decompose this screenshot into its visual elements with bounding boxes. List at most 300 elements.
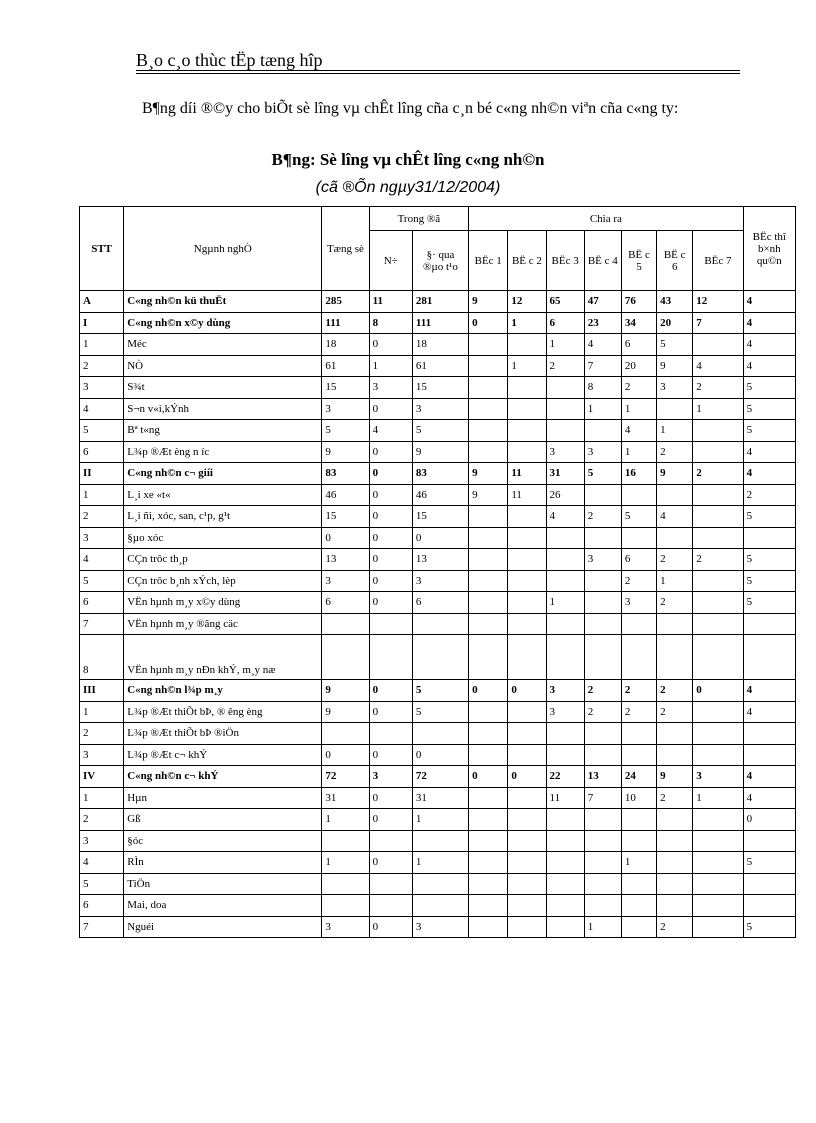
value-cell — [546, 852, 584, 874]
value-cell: 2 — [584, 701, 621, 723]
value-cell: 2 — [693, 549, 743, 571]
value-cell — [469, 398, 508, 420]
value-cell — [546, 398, 584, 420]
table-row — [80, 377, 796, 399]
value-cell — [546, 873, 584, 895]
value-cell — [657, 484, 693, 506]
value-cell — [469, 613, 508, 635]
value-cell — [693, 592, 743, 614]
value-cell: 22 — [546, 766, 584, 788]
value-cell: 12 — [508, 291, 546, 313]
value-cell: 1 — [546, 592, 584, 614]
value-cell — [412, 635, 468, 680]
value-cell — [508, 635, 546, 680]
value-cell — [584, 723, 621, 745]
value-cell: 3 — [584, 549, 621, 571]
value-cell: 2 — [743, 484, 795, 506]
table-row — [80, 635, 796, 680]
value-cell: 1 — [322, 809, 369, 831]
value-cell — [469, 916, 508, 938]
value-cell: 20 — [621, 355, 656, 377]
value-cell: 5 — [412, 701, 468, 723]
header-trong-do: Trong ®ã — [369, 207, 469, 231]
value-cell: 3 — [693, 766, 743, 788]
value-cell: 1 — [693, 398, 743, 420]
value-cell — [508, 570, 546, 592]
value-cell — [621, 613, 656, 635]
header-bac-2: BË c 2 — [508, 231, 546, 291]
value-cell — [584, 895, 621, 917]
value-cell — [743, 613, 795, 635]
value-cell — [621, 484, 656, 506]
value-cell — [546, 420, 584, 442]
row-index-cell: 6 — [80, 895, 124, 917]
occupation-cell: L¾p ®Æt èng n íc — [124, 441, 322, 463]
value-cell — [693, 895, 743, 917]
header-underline — [136, 70, 740, 71]
value-cell: 1 — [657, 570, 693, 592]
value-cell: 1 — [621, 441, 656, 463]
value-cell: 5 — [412, 680, 468, 702]
value-cell: 3 — [546, 441, 584, 463]
header-bac-1: BËc 1 — [469, 231, 508, 291]
value-cell — [657, 398, 693, 420]
value-cell — [546, 635, 584, 680]
value-cell: 2 — [657, 916, 693, 938]
value-cell: 0 — [369, 680, 412, 702]
value-cell — [693, 334, 743, 356]
value-cell: 76 — [621, 291, 656, 313]
value-cell — [546, 613, 584, 635]
value-cell — [322, 873, 369, 895]
value-cell: 61 — [322, 355, 369, 377]
value-cell: 13 — [322, 549, 369, 571]
table-row — [80, 809, 796, 831]
header-bac-7: BËc 7 — [693, 231, 743, 291]
value-cell: 34 — [621, 312, 656, 334]
value-cell — [546, 527, 584, 549]
table-row — [80, 787, 796, 809]
value-cell: 4 — [369, 420, 412, 442]
value-cell — [508, 398, 546, 420]
value-cell: 5 — [743, 377, 795, 399]
value-cell — [693, 873, 743, 895]
value-cell: 15 — [322, 506, 369, 528]
value-cell: 31 — [546, 463, 584, 485]
value-cell — [743, 873, 795, 895]
value-cell: 12 — [693, 291, 743, 313]
value-cell: 0 — [508, 766, 546, 788]
table-row — [80, 830, 796, 852]
value-cell: 3 — [546, 701, 584, 723]
value-cell: 0 — [412, 744, 468, 766]
value-cell: 13 — [412, 549, 468, 571]
value-cell: 111 — [322, 312, 369, 334]
value-cell: 1 — [412, 809, 468, 831]
value-cell: 5 — [322, 420, 369, 442]
header-chia-ra: Chia ra — [469, 207, 743, 231]
value-cell: 2 — [621, 701, 656, 723]
value-cell: 47 — [584, 291, 621, 313]
occupation-cell: Méc — [124, 334, 322, 356]
value-cell: 5 — [743, 549, 795, 571]
value-cell: 2 — [693, 377, 743, 399]
value-cell: 2 — [657, 549, 693, 571]
table-row — [80, 312, 796, 334]
value-cell: 2 — [546, 355, 584, 377]
value-cell: 9 — [469, 463, 508, 485]
value-cell — [469, 830, 508, 852]
value-cell — [693, 484, 743, 506]
value-cell: 2 — [621, 680, 656, 702]
value-cell: 6 — [621, 549, 656, 571]
value-cell: 4 — [743, 355, 795, 377]
value-cell — [508, 592, 546, 614]
value-cell: 4 — [743, 701, 795, 723]
value-cell: 3 — [584, 441, 621, 463]
value-cell: 3 — [621, 592, 656, 614]
value-cell: 0 — [693, 680, 743, 702]
value-cell: 6 — [412, 592, 468, 614]
occupation-cell: C«ng nh©n c¬ giíi — [124, 463, 322, 485]
value-cell — [584, 744, 621, 766]
value-cell: 11 — [369, 291, 412, 313]
value-cell: 5 — [743, 592, 795, 614]
value-cell — [621, 830, 656, 852]
value-cell: 9 — [412, 441, 468, 463]
value-cell: 31 — [412, 787, 468, 809]
table-row — [80, 852, 796, 874]
value-cell — [508, 830, 546, 852]
value-cell: 43 — [657, 291, 693, 313]
value-cell — [693, 635, 743, 680]
value-cell — [469, 592, 508, 614]
row-index-cell: 2 — [80, 809, 124, 831]
value-cell — [657, 527, 693, 549]
value-cell: 1 — [412, 852, 468, 874]
row-index-cell: 8 — [80, 635, 124, 680]
value-cell: 0 — [369, 549, 412, 571]
row-index-cell: II — [80, 463, 124, 485]
value-cell — [369, 873, 412, 895]
value-cell: 0 — [743, 809, 795, 831]
table-row — [80, 916, 796, 938]
table-row — [80, 570, 796, 592]
value-cell — [546, 723, 584, 745]
value-cell: 7 — [693, 312, 743, 334]
table-row — [80, 484, 796, 506]
occupation-cell: NÒ — [124, 355, 322, 377]
value-cell: 10 — [621, 787, 656, 809]
value-cell: 0 — [322, 527, 369, 549]
workforce-table — [79, 206, 796, 938]
value-cell: 9 — [469, 291, 508, 313]
value-cell — [621, 895, 656, 917]
value-cell — [621, 809, 656, 831]
value-cell — [508, 787, 546, 809]
value-cell — [508, 744, 546, 766]
value-cell — [743, 830, 795, 852]
value-cell: 0 — [369, 809, 412, 831]
value-cell — [508, 334, 546, 356]
value-cell — [584, 420, 621, 442]
value-cell — [508, 916, 546, 938]
value-cell — [469, 723, 508, 745]
value-cell: 5 — [743, 506, 795, 528]
value-cell: 1 — [657, 420, 693, 442]
value-cell: 4 — [743, 787, 795, 809]
table-title: B¶ng: Sè lîng vµ chÊt lîng c«ng nh©n — [271, 150, 545, 169]
table-row — [80, 463, 796, 485]
table-row — [80, 291, 796, 313]
value-cell: 11 — [546, 787, 584, 809]
value-cell — [693, 527, 743, 549]
value-cell: 1 — [322, 852, 369, 874]
value-cell — [469, 895, 508, 917]
value-cell — [322, 895, 369, 917]
value-cell: 3 — [412, 570, 468, 592]
value-cell: 0 — [369, 592, 412, 614]
value-cell — [584, 570, 621, 592]
value-cell — [584, 830, 621, 852]
table-row — [80, 613, 796, 635]
value-cell — [369, 895, 412, 917]
row-index-cell: 3 — [80, 830, 124, 852]
value-cell — [693, 613, 743, 635]
row-index-cell: 2 — [80, 506, 124, 528]
value-cell: 18 — [322, 334, 369, 356]
row-index-cell: 3 — [80, 744, 124, 766]
value-cell — [743, 635, 795, 680]
value-cell — [369, 830, 412, 852]
value-cell — [546, 377, 584, 399]
value-cell — [469, 420, 508, 442]
value-cell: 8 — [369, 312, 412, 334]
value-cell: 15 — [412, 506, 468, 528]
value-cell: 1 — [693, 787, 743, 809]
value-cell: 20 — [657, 312, 693, 334]
value-cell — [508, 441, 546, 463]
value-cell — [621, 744, 656, 766]
value-cell — [693, 420, 743, 442]
value-cell — [657, 873, 693, 895]
value-cell: 3 — [369, 377, 412, 399]
value-cell: 2 — [621, 377, 656, 399]
report-header: B¸o c¸o thùc tËp tæng hîp — [136, 50, 323, 70]
header-tong-so: Tæng sè — [322, 207, 369, 291]
value-cell: 65 — [546, 291, 584, 313]
value-cell — [657, 830, 693, 852]
value-cell — [322, 830, 369, 852]
value-cell — [657, 744, 693, 766]
value-cell — [508, 723, 546, 745]
row-index-cell: 7 — [80, 613, 124, 635]
occupation-cell: §óc — [124, 830, 322, 852]
table-row — [80, 895, 796, 917]
value-cell: 4 — [743, 334, 795, 356]
value-cell: 83 — [412, 463, 468, 485]
value-cell — [412, 613, 468, 635]
value-cell — [469, 744, 508, 766]
value-cell: 9 — [657, 766, 693, 788]
occupation-cell: VËn hµnh m¸y x©y dùng — [124, 592, 322, 614]
value-cell — [322, 635, 369, 680]
value-cell: 4 — [743, 680, 795, 702]
value-cell: 5 — [657, 334, 693, 356]
value-cell — [546, 809, 584, 831]
value-cell — [508, 895, 546, 917]
row-index-cell: 4 — [80, 852, 124, 874]
value-cell: 3 — [412, 398, 468, 420]
value-cell: 15 — [322, 377, 369, 399]
value-cell: 7 — [584, 787, 621, 809]
value-cell — [546, 744, 584, 766]
row-index-cell: A — [80, 291, 124, 313]
value-cell — [469, 701, 508, 723]
value-cell: 9 — [322, 441, 369, 463]
value-cell — [322, 613, 369, 635]
value-cell — [657, 723, 693, 745]
value-cell — [469, 635, 508, 680]
value-cell: 5 — [743, 420, 795, 442]
table-row — [80, 506, 796, 528]
value-cell: 1 — [369, 355, 412, 377]
value-cell: 5 — [743, 398, 795, 420]
value-cell: 4 — [743, 312, 795, 334]
value-cell: 3 — [322, 570, 369, 592]
value-cell: 0 — [369, 744, 412, 766]
row-index-cell: 3 — [80, 377, 124, 399]
occupation-cell: TiÖn — [124, 873, 322, 895]
occupation-cell: L¾p ®Æt thiÕt bÞ ®iÖn — [124, 723, 322, 745]
occupation-cell: VËn hµnh m¸y ®ãng cäc — [124, 613, 322, 635]
table-row — [80, 873, 796, 895]
header-bac-3: BËc 3 — [546, 231, 584, 291]
value-cell — [693, 701, 743, 723]
occupation-cell: S¾t — [124, 377, 322, 399]
value-cell: 0 — [369, 701, 412, 723]
value-cell: 0 — [469, 766, 508, 788]
row-index-cell: I — [80, 312, 124, 334]
value-cell: 0 — [469, 312, 508, 334]
value-cell: 46 — [322, 484, 369, 506]
value-cell — [508, 527, 546, 549]
value-cell — [508, 852, 546, 874]
row-index-cell: III — [80, 680, 124, 702]
value-cell: 111 — [412, 312, 468, 334]
value-cell: 18 — [412, 334, 468, 356]
value-cell: 9 — [657, 355, 693, 377]
header-bac-5: BË c 5 — [621, 231, 656, 291]
row-index-cell: 5 — [80, 873, 124, 895]
value-cell — [508, 613, 546, 635]
table-row — [80, 723, 796, 745]
value-cell — [657, 635, 693, 680]
occupation-cell: Gß — [124, 809, 322, 831]
value-cell — [508, 377, 546, 399]
value-cell: 0 — [369, 398, 412, 420]
value-cell: 285 — [322, 291, 369, 313]
value-cell — [546, 830, 584, 852]
value-cell: 0 — [369, 463, 412, 485]
row-index-cell: 1 — [80, 484, 124, 506]
value-cell: 9 — [322, 701, 369, 723]
table-body — [80, 291, 796, 938]
value-cell — [469, 787, 508, 809]
value-cell: 3 — [546, 680, 584, 702]
value-cell: 6 — [621, 334, 656, 356]
value-cell — [469, 873, 508, 895]
value-cell: 2 — [584, 680, 621, 702]
value-cell: 4 — [584, 334, 621, 356]
value-cell: 5 — [412, 420, 468, 442]
occupation-cell: L¸i xe «t« — [124, 484, 322, 506]
row-index-cell: 2 — [80, 355, 124, 377]
value-cell — [584, 527, 621, 549]
value-cell — [369, 723, 412, 745]
occupation-cell: C«ng nh©n c¬ khÝ — [124, 766, 322, 788]
value-cell — [469, 570, 508, 592]
row-index-cell: 1 — [80, 787, 124, 809]
value-cell — [621, 635, 656, 680]
value-cell — [657, 809, 693, 831]
value-cell — [546, 549, 584, 571]
value-cell — [743, 895, 795, 917]
value-cell: 5 — [584, 463, 621, 485]
intro-paragraph: B¶ng díi ®©y cho biÕt sè lîng vµ chÊt lîng cña c¸n bé c«ng nh©n viªn cña c«ng ty: — [142, 100, 679, 117]
value-cell — [469, 441, 508, 463]
occupation-cell: L¾p ®Æt thiÕt bÞ, ® êng èng — [124, 701, 322, 723]
value-cell: 24 — [621, 766, 656, 788]
value-cell — [584, 852, 621, 874]
value-cell: 0 — [369, 852, 412, 874]
row-index-cell: 3 — [80, 527, 124, 549]
value-cell: 1 — [546, 334, 584, 356]
value-cell — [693, 809, 743, 831]
value-cell: 4 — [693, 355, 743, 377]
value-cell: 9 — [469, 484, 508, 506]
value-cell — [584, 484, 621, 506]
value-cell: 0 — [369, 787, 412, 809]
header-nu: N÷ — [369, 231, 412, 291]
row-index-cell: 7 — [80, 916, 124, 938]
value-cell: 0 — [369, 484, 412, 506]
value-cell: 83 — [322, 463, 369, 485]
value-cell — [693, 916, 743, 938]
value-cell: 4 — [743, 766, 795, 788]
value-cell: 1 — [621, 398, 656, 420]
value-cell: 23 — [584, 312, 621, 334]
occupation-cell: Mai, doa — [124, 895, 322, 917]
header-bac-binh-quan: BËc thî b×nh qu©n — [743, 207, 795, 291]
value-cell — [621, 873, 656, 895]
row-index-cell: 5 — [80, 570, 124, 592]
value-cell: 26 — [546, 484, 584, 506]
occupation-cell: Nguéi — [124, 916, 322, 938]
value-cell — [584, 592, 621, 614]
value-cell — [693, 830, 743, 852]
value-cell: 5 — [743, 916, 795, 938]
value-cell: 4 — [743, 441, 795, 463]
value-cell: 15 — [412, 377, 468, 399]
value-cell: 0 — [369, 506, 412, 528]
value-cell — [369, 635, 412, 680]
value-cell: 0 — [369, 916, 412, 938]
value-cell: 2 — [657, 441, 693, 463]
value-cell: 0 — [469, 680, 508, 702]
value-cell — [693, 723, 743, 745]
occupation-cell: VËn hµnh m¸y nÐn khÝ, m¸y næ — [124, 635, 322, 680]
